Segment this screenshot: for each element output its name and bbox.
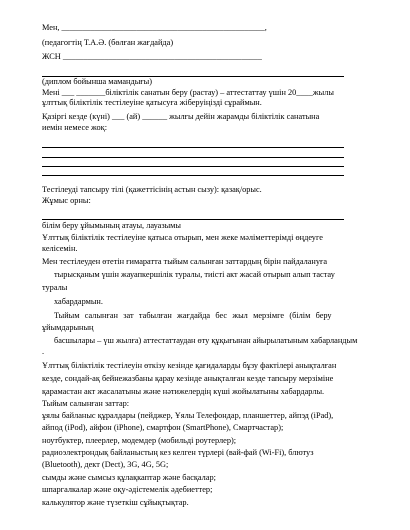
request-line-2: ұлттық біліктілік тестілеуіне қатысуға жіберуіңізді сұраймын. — [42, 98, 262, 107]
penalty-line-4: . — [42, 347, 45, 356]
prohibited-items-heading: Тыйым салынған заттар: — [42, 399, 130, 408]
category-fill-line-1 — [42, 147, 344, 148]
violation-line-1: Ұлттық біліктілік тестілеуін өткізу кезінде қағидаларды бұзу фактілері анықталған — [42, 361, 337, 370]
category-fill-line-2 — [42, 157, 344, 158]
violation-line-2: кезде, сондай-ақ бейнежазбаны қарау кезінде анықталған кезде тапсыру мерзіміне — [42, 374, 334, 383]
prohibited-item-3-line-2: (Bluetooth), дект (Dect), 3G, 4G, 5G; — [42, 460, 169, 469]
workplace-fill-line — [42, 219, 344, 220]
workplace-caption: білім беру ұйымының атауы, лауазымы — [42, 221, 181, 230]
prohibited-item-5: шпаргалкалар және оқу-әдістемелік әдебиеттер; — [42, 485, 213, 494]
penalty-line-3: басшылары – үш жылға) аттестаттаудан өту құқығынан айырылатыным хабарландым — [54, 336, 358, 345]
responsibility-line-4: хабардармын. — [54, 297, 103, 306]
applicant-name-caption: (педагогтің Т.А.Ә. (бөлған жағдайда) — [42, 38, 174, 47]
current-category-line-2: иемін немесе жоқ: — [42, 123, 108, 132]
prohibited-item-3-line-1: радиоэлектрондық байланыстың кез келген түрлері (вай-фай (Wi-Fi), блютуз — [42, 448, 314, 457]
consent-line-1: Ұлттық біліктілік тестілеуіне қатыса отырып, мен жеке мәліметтерімді өңдеуге — [42, 233, 323, 242]
request-line-1: Мені ___ _______біліктілік санатын беру (растау) – аттестаттау үшін 20____жылы — [42, 88, 334, 97]
penalty-line-2: ұйымдарының — [42, 323, 94, 332]
responsibility-line-2: тырысқаным үшін жауапкершілік туралы, тиісті акт жасай отырып алып тастау — [54, 270, 335, 279]
specialty-caption: (диплом бойынша мамандығы) — [42, 77, 153, 86]
consent-line-2: келісемін. — [42, 244, 78, 253]
iin-line: ЖСН ________________________________________________ — [42, 52, 262, 61]
prohibited-item-4: сымды және сымсыз құлақкаптар және басқалар; — [42, 473, 216, 482]
prohibited-item-1-line-2: айпод (iPod), айфон (iPhone), смартфон (SmartPhone), Смартчастар); — [42, 423, 284, 432]
category-fill-line-4 — [42, 175, 344, 176]
applicant-name-line: Мен, _________________________________________________, — [42, 23, 267, 32]
prohibited-item-2: ноутбуктер, плеерлер, модемдер (мобильді роутерлер); — [42, 436, 237, 445]
workplace-label: Жұмыс орны: — [42, 196, 91, 205]
penalty-line-1: Тыйым салынған зат табылған жағдайда бес жыл мерзімге (білім беру — [54, 311, 332, 320]
test-language-line: Тестілеуді тапсыру тілі (қажеттісінің астын сызу): қазақ/орыс. — [42, 185, 262, 194]
prohibited-item-6: калькулятор және түзеткіш сұйықтықтар. — [42, 498, 189, 507]
prohibited-item-1-line-1: ұялы байланыс құралдары (пейджер, Ұялы Телефондар, планшеттер, айпэд (iPad), — [42, 411, 334, 420]
responsibility-line-1: Мен тестілеуден өтетін ғимаратта тыйым салынған заттардың бірін пайдалануға — [42, 257, 328, 266]
category-fill-line-3 — [42, 166, 344, 167]
current-category-line-1: Қазіргі кезде (күні) ___ (ай) ______ жылғы дейін жарамды біліктілік санатына — [42, 112, 320, 121]
responsibility-line-3: туралы — [42, 283, 68, 292]
violation-line-3: қарамастан акт жасалатыны және нәтижелердің күші жойылатыны хабардарлы. — [42, 387, 325, 396]
